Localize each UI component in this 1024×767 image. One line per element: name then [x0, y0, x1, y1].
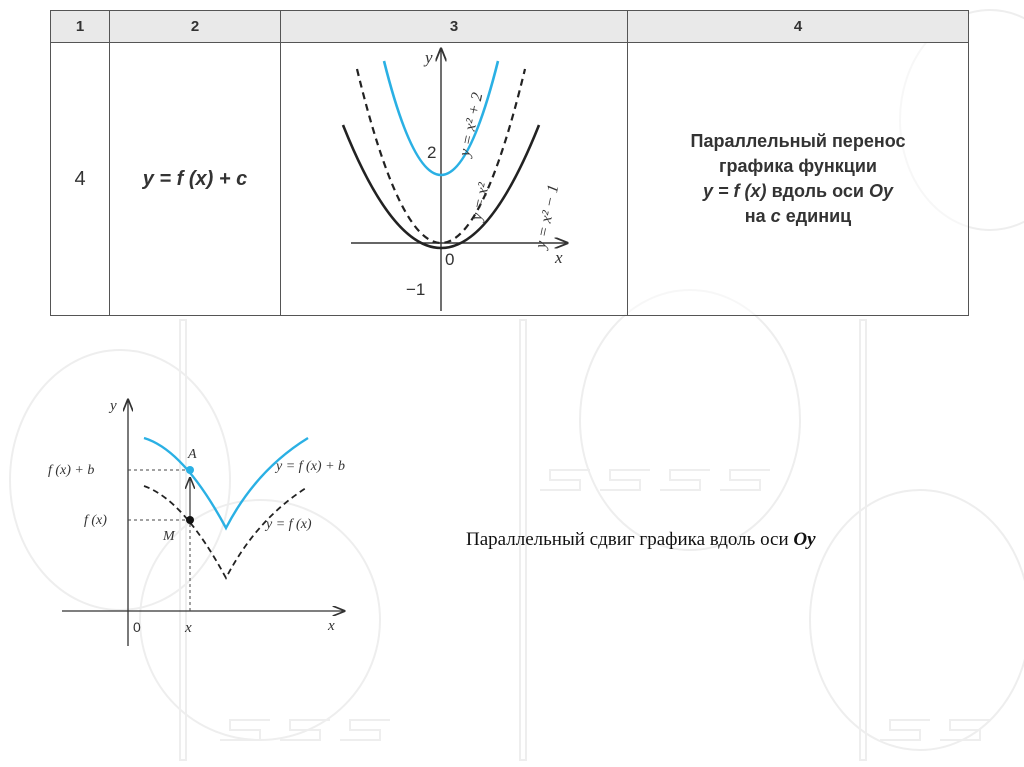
y-axis-label: y [425, 48, 433, 67]
label-fx-plus-b: f (x) + b [48, 463, 95, 478]
label-x2-minus-1: y = x² − 1 [532, 183, 563, 250]
x-axis-label: x [328, 618, 335, 634]
label-point-a: A [188, 447, 197, 462]
caption-text: Параллельный сдвиг графика вдоль оси [466, 529, 794, 550]
function-transformation-table [50, 10, 969, 316]
description-line-2: графика функции [719, 156, 877, 176]
y-axis-label: y [110, 398, 117, 414]
label-curve-base: y = f (x) [266, 517, 312, 532]
tick-label-2: 2 [427, 143, 437, 162]
caption [466, 529, 816, 551]
label-curve-shifted: y = f (x) + b [276, 459, 346, 474]
parabola-graph-cell [281, 43, 628, 316]
x-axis-label: x [555, 248, 563, 267]
header-col-3: 3 [281, 11, 628, 43]
point-a [186, 466, 194, 474]
description-line-1: Параллельный перенос [690, 131, 906, 151]
parabola-shift-graph [281, 43, 626, 315]
label-x2-plus-2: y = x² + 2 [456, 91, 487, 158]
header-col-4: 4 [628, 11, 969, 43]
label-point-m: M [163, 529, 175, 544]
curve-fx-plus-b [144, 438, 308, 528]
description-line-3: y = f (x) вдоль оси Oy [703, 181, 893, 201]
table-header-row [51, 11, 969, 43]
header-col-2: 2 [110, 11, 281, 43]
table-row [51, 43, 969, 316]
tick-label-neg1: −1 [406, 280, 426, 299]
label-x2: y = x² [468, 181, 493, 222]
description-line-4: на c единиц [744, 206, 852, 226]
label-fx: f (x) [84, 513, 107, 528]
point-m [186, 516, 194, 524]
row-formula: y = f (x) + c [110, 43, 281, 316]
origin-label: 0 [445, 250, 455, 269]
header-col-1: 1 [51, 11, 110, 43]
caption-axis: Oy [793, 529, 816, 550]
origin-label: 0 [133, 619, 141, 635]
row-description [628, 43, 969, 316]
row-number: 4 [51, 43, 110, 316]
x-tick-label: x [185, 620, 192, 636]
vertical-shift-graph [44, 388, 364, 650]
